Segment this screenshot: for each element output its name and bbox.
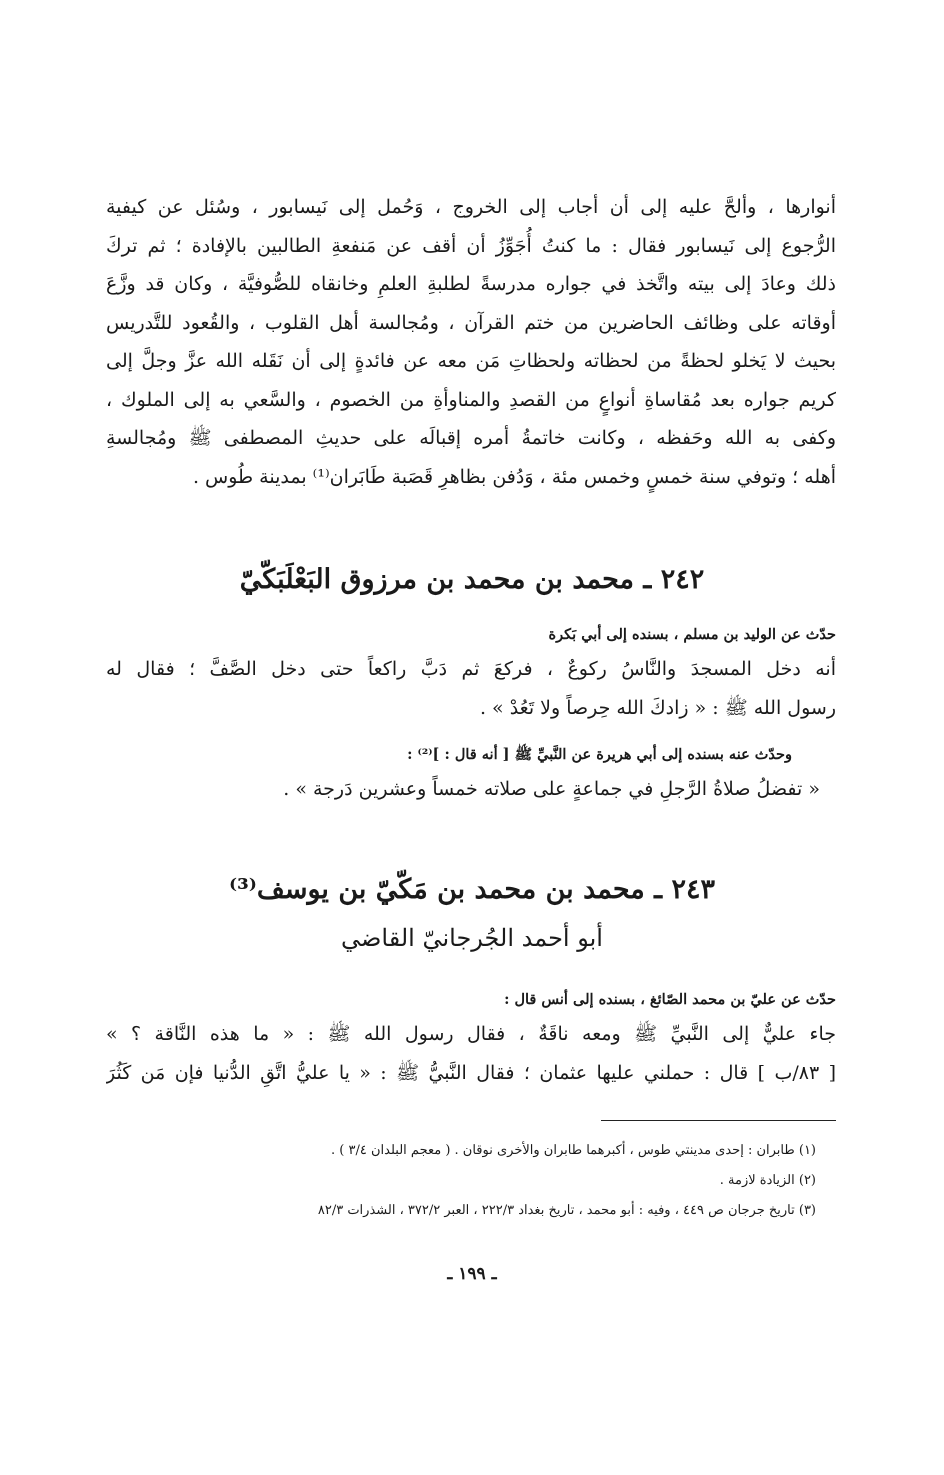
entry-242-heading: ٢٤٢ ـ محمد بن محمد بن مرزوق البَعْلَبَكّيّ (239, 564, 705, 595)
footnote-1: (١) طابران : إحدى مدينتي طوس ، أكبرهما طابران والأخرى نوقان . ( معجم البلدان ٣/٤ ) . (331, 1143, 816, 1158)
isnad-line: وحدّث عنه بسنده إلى أبي هريرة عن النَّبيِّ ﷺ [ أنه قال : ]⁽²⁾ : (407, 746, 792, 763)
text-line: « تفضلُ صلاةُ الرَّجلِ في جماعةٍ على صلاته خمساً وعشرين دَرجة » . (283, 778, 820, 800)
entry-243-heading: ٢٤٣ ـ محمد بن محمد بن مَكّيّ بن يوسف⁽³⁾ (228, 874, 715, 905)
text-line: أنه دخل المسجدَ والنَّاسُ ركوعٌ ، فركعَ ثم دَبَّ راكعاً حتى دخل الصَّفَّ ؛ فقال له (106, 658, 836, 680)
text-line: أوقاته على وظائف الحاضرين من ختم القرآن ، ومُجالسة أهل القلوب ، والقُعود للتَّدريس (106, 311, 836, 334)
text-line: الرُّجوع إلى نَيسابور فقال : ما كنتُ أُجَوِّزُ أن أقف عن مَنفعةِ الطالبين بالإفادة ؛ ثم تركَ (106, 234, 836, 257)
footnote-2: (٢) الزيادة لازمة . (719, 1173, 816, 1188)
footnotes (106, 1136, 816, 1226)
intro-paragraph (106, 188, 836, 496)
text-line: أهله ؛ وتوفي سنة خمسٍ وخمس مئة ، وَدُفن بظاهرِ قَصَبة طَابَران⁽¹⁾ بمدينة طُوس . (192, 465, 836, 488)
text-line: ذلك وعادَ إلى بيته واتَّخذ في جواره مدرسةً لطلبةِ العلمِ وخانقاه للصُّوفيَّة ، وكان قد وزَّعَ (106, 273, 836, 295)
text-line: [ ٨٣/ب ] قال : حملني عليها عثمان ؛ فقال النَّبيُّ ﷺ : « يا عليُّ اتَّقِ الدُّنيا فإن مَن كَثُرَ (106, 1061, 836, 1084)
text-line: بحيث لا يَخلو لحظةً من لحظاته ولحظاتِ مَن معه عن فائدةٍ إلى أن نَقَله الله عزَّ وجلَّ إلى (106, 350, 836, 372)
entry-243-subheading: أبو أحمد الجُرجانيّ القاضي (341, 924, 603, 952)
isnad-line: حدّث عن عليّ بن محمد الصّائغ ، بسنده إلى أنس قال : (504, 991, 836, 1008)
entry-243-hadith (106, 985, 836, 1092)
text-line: رسول الله ﷺ : « زادكَ الله حِرصاً ولا تَعُدْ » . (479, 696, 836, 719)
footnote-3: (٣) تاريخ جرجان ص ٤٤٩ ، وفيه : أبو محمد ، تاريخ بغداد ٢٢٢/٣ ، العبر ٣٧٢/٢ ، الشذرات ٨٢/٣ (317, 1203, 816, 1218)
page-number: ـ ١٩٩ ـ (447, 1264, 497, 1284)
text-line: كريم جواره بعد مُقاساةِ أنواعٍ من القصدِ والمناوأةِ من الخصوم ، والسَّعي به إلى الملوك ، (106, 388, 836, 411)
entry-242-hadith-1 (106, 620, 836, 727)
text-line: وكفى به الله وحَفظه ، وكانت خاتمةُ أمره إقبالَه على حديثِ المصطفى ﷺ ومُجالسةِ (106, 427, 836, 449)
text-line: أنوارها ، وألحَّ عليه إلى أن أجاب إلى الخروج ، وَحُمل إلى نَيسابور ، وسُئل عن كيفية (106, 196, 836, 218)
text-line: جاء عليٌّ إلى النَّبيِّ ﷺ ومعه ناقَةٌ ، فقال رسول الله ﷺ : « ما هذه النَّاقة ؟ » (106, 1023, 836, 1045)
footnote-divider (601, 1120, 836, 1121)
entry-242-hadith-2 (106, 740, 836, 809)
isnad-line: حدّث عن الوليد بن مسلم ، بسنده إلى أبي بَكرة (548, 626, 836, 643)
